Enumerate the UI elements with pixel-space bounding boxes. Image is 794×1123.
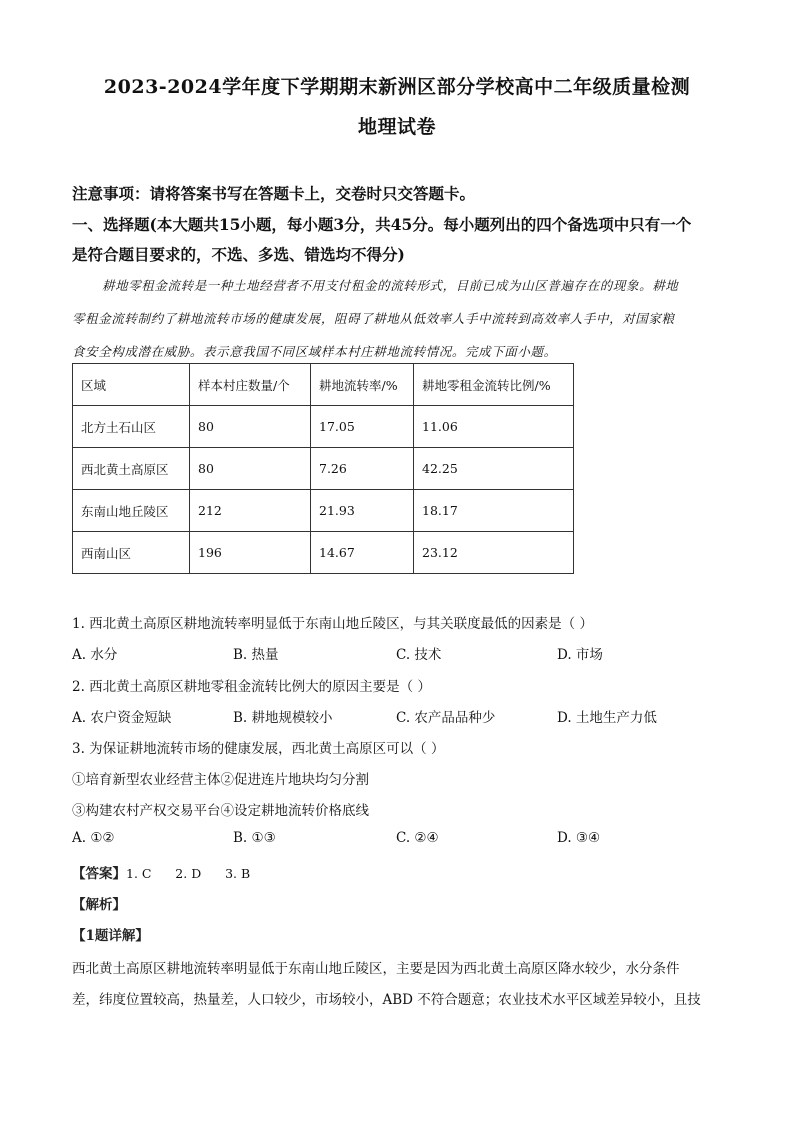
table-cell: 西北黄土高原区 <box>73 448 190 490</box>
question-3-stem: 3. 为保证耕地流转市场的健康发展，西北黄土高原区可以（ ） <box>72 741 445 757</box>
question-3-option-b[interactable]: B. ①③ <box>233 830 276 846</box>
material-line3: 食安全构成潜在威胁。表示意我国不同区域样本村庄耕地流转情况。完成下面小题。 <box>72 344 557 359</box>
table-cell: 西南山区 <box>73 532 190 574</box>
table-cell: 18.17 <box>414 490 574 532</box>
exam-subject: 地理试卷 <box>357 116 436 138</box>
section-heading-line1: 一、选择题(本大题共15小题，每小题3分，共45分。每小题列出的四个备选项中只有一个 <box>72 215 692 234</box>
exam-title: 2023-2024学年度下学期期末新洲区部分学校高中二年级质量检测 <box>103 76 691 98</box>
table-header-cell: 样本村庄数量/个 <box>190 364 311 406</box>
table-header-row <box>73 364 574 406</box>
table-row <box>73 448 574 490</box>
material-line1: 耕地零租金流转是一种土地经营者不用支付租金的流转形式，目前已成为山区普遍存在的现象。耕地 <box>102 278 679 293</box>
village-transfer-table <box>72 363 574 574</box>
question-2-option-b[interactable]: B. 耕地规模较小 <box>233 710 333 726</box>
question-3-option-c[interactable]: C. ②④ <box>396 830 439 846</box>
table-cell: 80 <box>190 448 311 490</box>
question-3-option-d[interactable]: D. ③④ <box>557 830 601 846</box>
table-cell: 7.26 <box>311 448 414 490</box>
table-header-cell: 区域 <box>73 364 190 406</box>
material-line2: 零租金流转制约了耕地流转市场的健康发展，阻碍了耕地从低效率人手中流转到高效率人手中，对国家粮 <box>72 311 675 326</box>
question-1-option-d[interactable]: D. 市场 <box>557 647 603 663</box>
question-3-items-line2: ③构建农村产权交易平台④设定耕地流转价格底线 <box>72 803 369 819</box>
table-cell: 21.93 <box>311 490 414 532</box>
analysis-sub-label: 【1题详解】 <box>72 928 149 944</box>
question-2-option-a[interactable]: A. 农户资金短缺 <box>72 710 172 726</box>
question-1-option-a[interactable]: A. 水分 <box>72 647 118 663</box>
table-cell: 212 <box>190 490 311 532</box>
table-row <box>73 532 574 574</box>
question-1-option-c[interactable]: C. 技术 <box>396 647 442 663</box>
table-cell: 80 <box>190 406 311 448</box>
analysis-text-line2: 差，纬度位置较高，热量差，人口较少，市场较小，ABD 不符合题意；农业技术水平区域差异较小，且技 <box>72 992 701 1008</box>
answer-line <box>72 862 732 882</box>
table-header-cell: 耕地零租金流转比例/% <box>414 364 574 406</box>
table-cell: 14.67 <box>311 532 414 574</box>
table-cell: 东南山地丘陵区 <box>73 490 190 532</box>
table-cell: 196 <box>190 532 311 574</box>
answer-values: 1. C 2. D 3. B <box>126 866 251 881</box>
table-header-cell: 耕地流转率/% <box>311 364 414 406</box>
notice-text: 注意事项：请将答案书写在答题卡上，交卷时只交答题卡。 <box>72 184 476 203</box>
section-heading-line2: 是符合题目要求的，不选、多选、错选均不得分) <box>72 245 405 264</box>
table-cell: 北方土石山区 <box>73 406 190 448</box>
table-cell: 42.25 <box>414 448 574 490</box>
question-1-stem: 1. 西北黄土高原区耕地流转率明显低于东南山地丘陵区，与其关联度最低的因素是（ ） <box>72 616 593 632</box>
question-2-option-d[interactable]: D. 土地生产力低 <box>557 710 657 726</box>
table-cell: 23.12 <box>414 532 574 574</box>
question-2-option-c[interactable]: C. 农产品品种少 <box>396 710 496 726</box>
analysis-text-line1: 西北黄土高原区耕地流转率明显低于东南山地丘陵区，主要是因为西北黄土高原区降水较少，水分条件 <box>72 961 680 977</box>
question-3-items-line1: ①培育新型农业经营主体②促进连片地块均匀分割 <box>72 772 369 788</box>
analysis-label: 【解析】 <box>72 897 126 913</box>
table-row <box>73 406 574 448</box>
table-cell: 11.06 <box>414 406 574 448</box>
table-row <box>73 490 574 532</box>
answer-label: 【答案】 <box>72 866 126 882</box>
question-2-stem: 2. 西北黄土高原区耕地零租金流转比例大的原因主要是（ ） <box>72 679 431 695</box>
table-cell: 17.05 <box>311 406 414 448</box>
question-3-option-a[interactable]: A. ①② <box>72 830 115 846</box>
question-1-option-b[interactable]: B. 热量 <box>233 647 279 663</box>
